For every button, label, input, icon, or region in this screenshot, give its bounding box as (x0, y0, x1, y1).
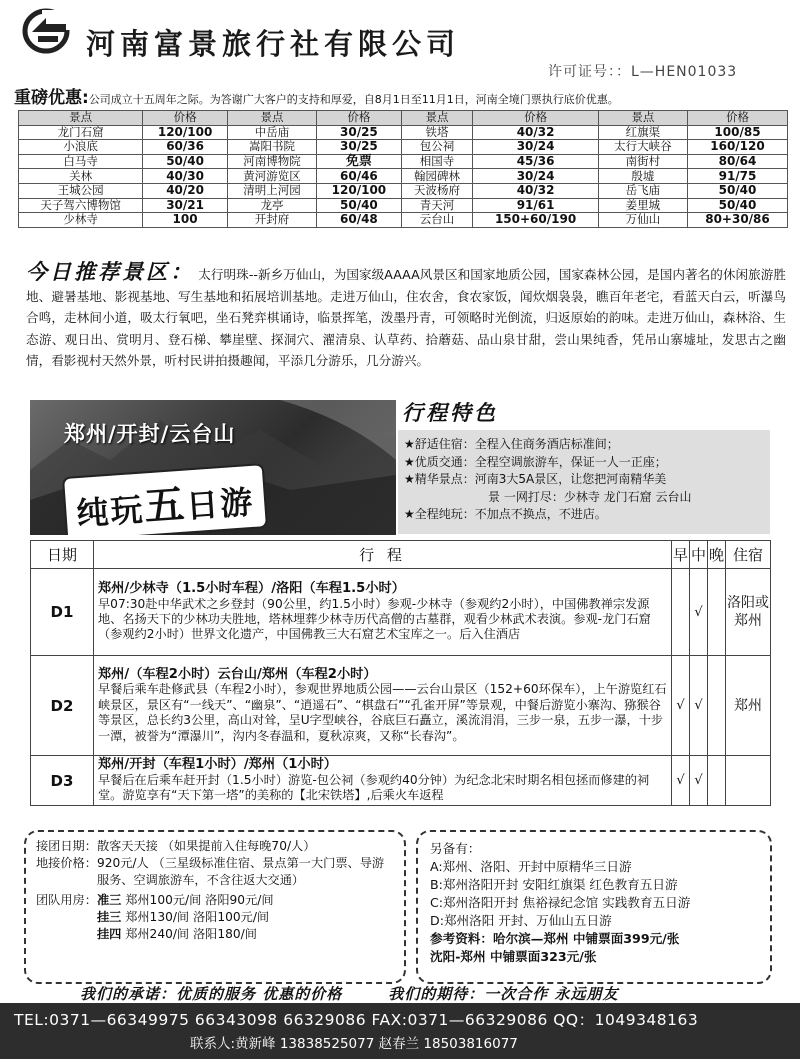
column-header: 景点 (598, 111, 687, 126)
price-cell: 100/85 (687, 125, 787, 140)
column-header: 价格 (473, 111, 598, 126)
license-number: 许可证号：：L—HEN01033 (548, 64, 738, 80)
column-header-route: 行 程 (94, 541, 672, 569)
meal-dinner (708, 656, 726, 756)
day-label: D1 (31, 569, 94, 656)
day-detail: 早餐后乘车赴修武县（车程2小时），参观世界地质公园——云台山景区（152+60环保车），上午游览红石峡景区，景区有“一线天”、“幽泉”、“逍遥石”、“棋盘石”“孔雀开屏”等景观，中餐后游览小寨沟、猕猴谷等景区，总长约3公里，高山对耸，呈U字型峡谷，谷底巨石矗立，溪流涓涓，三步一泉，五步一瀑，十步一潭，被誉为“潭瀑川”，沟内冬春温和，夏秋凉爽，又称“长春沟”。 (98, 682, 667, 743)
other-tour-item: B:郑州洛阳开封 安阳红旗渠 红色教育五日游 (430, 877, 678, 892)
day-description (94, 569, 672, 656)
price-cell: 150+60/190 (473, 213, 598, 228)
table-row (19, 198, 788, 213)
feature-text: 景 一网打尽：少林寺 龙门石窟 云台山 (488, 489, 692, 504)
feature-text: 不加点不换点，不进店。 (474, 507, 607, 521)
column-header-lunch: 中 (690, 541, 708, 569)
price-cell: 45/36 (473, 154, 598, 169)
other-tours-box (416, 830, 772, 984)
price-cell: 30/24 (473, 140, 598, 155)
price-table-header (19, 111, 788, 126)
feature-item (404, 489, 764, 507)
attraction-cell: 关林 (19, 169, 143, 184)
price-cell: 120/100 (317, 183, 402, 198)
banner-slogan-a: 纯玩 (75, 490, 146, 534)
attraction-cell: 清明上河园 (227, 183, 316, 198)
attraction-cell: 青天河 (401, 198, 473, 213)
meal-lunch: √ (690, 756, 708, 806)
price-label: 地接价格： (36, 856, 97, 870)
feature-item (404, 436, 764, 454)
promise-left: 我们的承诺：优质的服务 优惠的价格 (80, 985, 343, 1003)
day-title: 郑州/（车程2小时）云台山/郑州（车程2小时） (98, 666, 377, 682)
price-cell: 30/25 (317, 125, 402, 140)
tour-banner-image (30, 400, 396, 535)
price-cell: 30/24 (473, 169, 598, 184)
room-type: 挂三 (96, 910, 122, 924)
promo-text: 公司成立十五周年之际。为答谢广大客户的支持和厚爱，自8月1日至11月1日，河南全境门票执行底价优惠。 (88, 93, 619, 106)
day-detail: 早07:30赴中华武术之乡登封（90公里，约1.5小时）参观-少林寺（参观约2小时），中国佛教禅宗发源地、名扬天下的少林功夫胜地，塔林埋葬少林寺历代高僧的古墓群，观看少林武术表演。参观-龙门石窟（参观约2小时）世界文化遗产，中国佛教三大石窟艺术宝库之一。后入住酒店 (98, 596, 651, 642)
price-row (36, 855, 394, 889)
table-row (19, 125, 788, 140)
price-cell: 40/20 (143, 183, 228, 198)
room-item (97, 892, 394, 909)
feature-item (404, 506, 764, 524)
price-cell: 40/32 (473, 125, 598, 140)
attraction-cell: 中岳庙 (227, 125, 316, 140)
attraction-cell: 翰园碑林 (401, 169, 473, 184)
feature-item (404, 471, 764, 489)
day-description (94, 756, 672, 806)
table-row (19, 169, 788, 184)
attraction-cell: 开封府 (227, 213, 316, 228)
meal-dinner (708, 756, 726, 806)
price-cell: 80+30/86 (687, 213, 787, 228)
table-row (19, 140, 788, 155)
column-header: 价格 (317, 111, 402, 126)
company-name: 河南富景旅行社有限公司 (86, 27, 461, 61)
column-header-breakfast: 早 (672, 541, 690, 569)
pickup-date-row (36, 838, 394, 855)
attraction-cell: 黄河游览区 (227, 169, 316, 184)
itinerary-table (30, 540, 771, 806)
attraction-cell: 嵩阳书院 (227, 140, 316, 155)
price-cell: 40/30 (143, 169, 228, 184)
promise-right: 我们的期待：一次合作 永远朋友 (388, 985, 619, 1003)
price-cell: 100 (143, 213, 228, 228)
price-cell: 91/61 (473, 198, 598, 213)
meal-lunch: √ (690, 656, 708, 756)
other-tour-item: D:郑州洛阳 开封、万仙山五日游 (430, 913, 612, 928)
promo-label: 重磅优惠: (14, 88, 89, 108)
price-cell: 60/46 (317, 169, 402, 184)
meal-breakfast: √ (672, 756, 690, 806)
price-cell: 40/32 (473, 183, 598, 198)
reference-train-2: 沈阳-郑州 中铺票面323元/张 (430, 949, 597, 964)
price-cell: 50/40 (143, 154, 228, 169)
meal-breakfast: √ (672, 656, 690, 756)
other-tours-title: 另备有： (430, 841, 481, 856)
price-table (18, 110, 788, 228)
attraction-cell: 河南博物院 (227, 154, 316, 169)
attraction-cell: 姜里城 (598, 198, 687, 213)
day-detail: 早餐后在后乘车赶开封（1.5小时）游览-包公祠（参观约40分钟）为纪念北宋时期名相包拯而修建的祠堂。游览享有“天下第一塔”的美称的【北宋铁塔】,后乘火车返程 (98, 772, 650, 803)
other-tour-item: C:郑州洛阳开封 焦裕禄纪念馆 实践教育五日游 (430, 895, 691, 910)
feature-label: ★优质交通： (404, 454, 475, 469)
table-row (19, 213, 788, 228)
header (0, 0, 800, 88)
day-label: D3 (31, 756, 94, 806)
day-description (94, 656, 672, 756)
feature-text: 河南3大5A景区，让您把河南精华美 (474, 472, 667, 486)
price-cell: 50/40 (317, 198, 402, 213)
room-item (97, 926, 394, 943)
attraction-cell: 王城公园 (19, 183, 143, 198)
table-row (31, 656, 771, 756)
room-price: 郑州240/间 洛阳180/间 (125, 927, 257, 941)
stay-city: 郑州 (726, 656, 771, 756)
room-price: 郑州130/间 洛阳100元/间 (125, 910, 270, 924)
price-cell: 60/36 (143, 140, 228, 155)
features-box (398, 430, 770, 534)
price-cell: 30/21 (143, 198, 228, 213)
feature-label: ★全程纯玩： (404, 507, 475, 521)
meal-breakfast (672, 569, 690, 656)
price-cell: 80/64 (687, 154, 787, 169)
contact-footer (0, 1003, 800, 1059)
room-type: 挂四 (96, 927, 122, 941)
attraction-cell: 相国寺 (401, 154, 473, 169)
price-cell: 50/40 (687, 198, 787, 213)
table-row (19, 154, 788, 169)
itinerary-header (31, 541, 771, 569)
rooms-row (36, 892, 394, 943)
pickup-date-label: 接团日期： (36, 839, 97, 853)
price-cell: 60/48 (317, 213, 402, 228)
other-tour-item: A:郑州、洛阳、开封中原精华三日游 (430, 859, 632, 874)
features-title: 行程特色 (402, 401, 498, 425)
contact-persons: 联系人:黄新峰 13838525077 赵春兰 18503816077 (190, 1036, 518, 1052)
price-cell: 30/25 (317, 140, 402, 155)
meal-lunch: √ (690, 569, 708, 656)
attraction-cell: 南街村 (598, 154, 687, 169)
price-value: 920元/人 （三星级标准住宿、景点第一大门票、导游服务、空调旅游车，不含往返大交通） (96, 856, 385, 887)
stay-city: 洛阳或郑州 (726, 569, 771, 656)
attraction-cell: 岳飞庙 (598, 183, 687, 198)
attraction-cell: 包公祠 (401, 140, 473, 155)
booking-info-box (24, 830, 406, 984)
day-label: D2 (31, 656, 94, 756)
pickup-date-value: 散客天天接 （如果提前入住每晚70/人） (96, 839, 316, 853)
table-row (31, 756, 771, 806)
promo-banner (14, 83, 794, 108)
stay-city (726, 756, 771, 806)
attraction-cell: 红旗渠 (598, 125, 687, 140)
meal-dinner (708, 569, 726, 656)
day-title: 郑州/少林寺（1.5小时车程）/洛阳（车程1.5小时） (98, 581, 405, 597)
attraction-cell: 小浪底 (19, 140, 143, 155)
attraction-cell: 天子驾六博物馆 (19, 198, 143, 213)
banner-slogan-b: 五 (142, 481, 188, 531)
attraction-cell: 天波杨府 (401, 183, 473, 198)
banner-route: 郑州/开封/云台山 (64, 422, 236, 446)
table-row (31, 569, 771, 656)
price-cell: 91/75 (687, 169, 787, 184)
price-cell: 160/120 (687, 140, 787, 155)
rooms-label: 团队用房： (36, 893, 97, 907)
column-header-stay: 住宿 (726, 541, 771, 569)
column-header-date: 日期 (31, 541, 94, 569)
recommend-section (26, 262, 786, 372)
attraction-cell: 万仙山 (598, 213, 687, 228)
day-title: 郑州/开封（车程1小时）/郑州（1小时） (98, 757, 337, 773)
recommend-title: 今日推荐景区： (26, 260, 195, 284)
column-header: 景点 (227, 111, 316, 126)
table-row (19, 183, 788, 198)
column-header-dinner: 晚 (708, 541, 726, 569)
attraction-cell: 白马寺 (19, 154, 143, 169)
attraction-cell: 龙亭 (227, 198, 316, 213)
rooms-list (97, 892, 394, 943)
feature-text: 全程空调旅游车，保证一人一正座； (474, 454, 667, 469)
column-header: 价格 (143, 111, 228, 126)
price-cell: 免票 (317, 154, 402, 169)
promise-line (80, 983, 760, 1004)
price-cell: 50/40 (687, 183, 787, 198)
room-item (97, 909, 394, 926)
feature-text: 全程入住商务酒店标准间； (474, 437, 619, 451)
room-type: 准三 (96, 893, 122, 907)
attraction-cell: 太行大峡谷 (598, 140, 687, 155)
column-header: 景点 (19, 111, 143, 126)
attraction-cell: 云台山 (401, 213, 473, 228)
column-header: 价格 (687, 111, 787, 126)
company-logo-icon (22, 6, 76, 56)
attraction-cell: 龙门石窟 (19, 125, 143, 140)
price-cell: 120/100 (143, 125, 228, 140)
room-price: 郑州100元/间 洛阳90元/间 (125, 893, 274, 907)
reference-train-1: 参考资料：哈尔滨—郑州 中铺票面399元/张 (430, 931, 680, 946)
feature-label: ★舒适住宿： (404, 437, 475, 451)
feature-label: ★精华景点： (404, 472, 475, 486)
feature-item (404, 454, 764, 472)
banner-slogan-c: 日游 (185, 482, 256, 526)
attraction-cell: 殷墟 (598, 169, 687, 184)
phone-line: TEL:0371—66349975 66343098 66329086 FAX:0371—66329086 QQ：1049348163 (14, 1011, 699, 1029)
attraction-cell: 少林寺 (19, 213, 143, 228)
recommend-text: 太行明珠--新乡万仙山，为国家级AAAA风景区和国家地质公园，国家森林公园，是国内著名的休闲旅游胜地、避暑基地、影视基地、写生基地和拓展培训基地。走进万仙山，住农舍，食农家饭，闻炊烟袅袅，瞧百年老宅，看蓝天白云，听瀑鸟合鸣，走林间小道，吸太行氧吧，坐石凳弈棋诵诗，临景挥笔，泼墨丹青，可领略时光倒流，归返原始的韵味。走进万仙山，森林浴、生态游、观日出、赏明月、登石梯、攀崖壁、探洞穴、濯清泉、认草药、拾蘑菇、品山泉甘甜，尝山果纯香，凭吊山寨墟址，发思古之幽情，看影视村天然外景，听村民讲拍摄趣闻，平添几分游乐，几分游兴。 (26, 267, 786, 368)
attraction-cell: 铁塔 (401, 125, 473, 140)
column-header: 景点 (401, 111, 473, 126)
